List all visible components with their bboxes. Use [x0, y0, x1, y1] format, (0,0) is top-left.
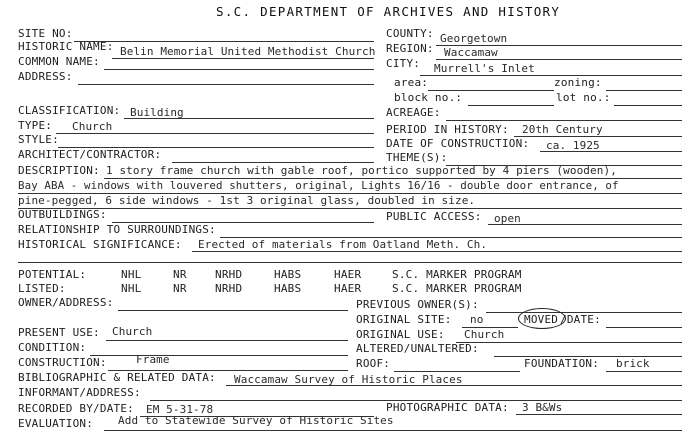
- county-value: Georgetown: [440, 32, 508, 45]
- owner-address-line: [118, 310, 348, 311]
- region-line: [436, 59, 682, 60]
- significance-label: HISTORICAL SIGNIFICANCE:: [18, 238, 182, 251]
- condition-line: [90, 355, 348, 356]
- construction-label: CONSTRUCTION:: [18, 356, 107, 369]
- significance-value: Erected of materials from Oatland Meth. Ch.: [198, 238, 488, 251]
- architect-line: [172, 162, 374, 163]
- bibliographic-value: Waccamaw Survey of Historic Places: [234, 373, 463, 386]
- description-label: DESCRIPTION:: [18, 164, 100, 177]
- photographic-line: [516, 414, 682, 415]
- classification-line: [124, 118, 374, 119]
- relationship-label: RELATIONSHIP TO SURROUNDINGS:: [18, 223, 216, 236]
- moved-label: MOVED: [524, 313, 559, 326]
- site-no-label: SITE NO:: [18, 27, 73, 40]
- city-label: CITY:: [386, 57, 421, 70]
- bibliographic-line: [226, 385, 682, 386]
- block-no-line: [468, 105, 554, 106]
- period-line: [514, 136, 682, 137]
- listed-haer: HAER: [334, 282, 362, 295]
- listed-habs: HABS: [274, 282, 302, 295]
- region-value: Waccamaw: [444, 46, 498, 59]
- significance-line: [192, 251, 682, 252]
- foundation-label: FOUNDATION:: [524, 357, 600, 370]
- listed-nhl: NHL: [121, 282, 142, 295]
- acreage-line: [446, 120, 682, 121]
- outbuildings-label: OUTBUILDINGS:: [18, 208, 107, 221]
- zoning-line: [606, 90, 682, 91]
- common-name-label: COMMON NAME:: [18, 55, 100, 68]
- evaluation-line: [104, 430, 682, 431]
- photographic-value: 3 B&Ws: [522, 401, 563, 414]
- period-value: 20th Century: [522, 123, 603, 136]
- evaluation-label: EVALUATION:: [18, 417, 94, 430]
- informant-label: INFORMANT/ADDRESS:: [18, 386, 141, 399]
- common-name-line: [104, 69, 374, 70]
- public-access-label: PUBLIC ACCESS:: [386, 210, 482, 223]
- date-construction-value: ca. 1925: [546, 139, 600, 152]
- historic-name-line: [112, 58, 374, 59]
- evaluation-value: Add to Statewide Survey of Historic Sites: [118, 414, 394, 427]
- classification-value: Building: [130, 106, 184, 119]
- area-label: area:: [394, 76, 429, 89]
- date-construction-line: [540, 151, 682, 152]
- historic-name-value: Belin Memorial United Methodist Church: [120, 45, 376, 58]
- description-rule-3: [18, 208, 682, 209]
- themes-label: THEME(S):: [386, 151, 448, 164]
- public-access-value: open: [494, 212, 521, 225]
- foundation-value: brick: [616, 357, 650, 370]
- significance-line-2: [18, 262, 682, 263]
- block-no-label: block no.:: [394, 91, 463, 104]
- county-label: COUNTY:: [386, 27, 434, 40]
- form-title: S.C. DEPARTMENT OF ARCHIVES AND HISTORY: [216, 4, 561, 19]
- style-label: STYLE:: [18, 133, 59, 146]
- owner-address-label: OWNER/ADDRESS:: [18, 296, 114, 309]
- lot-no-label: lot no.:: [556, 91, 611, 104]
- date-construction-label: DATE OF CONSTRUCTION:: [386, 137, 530, 150]
- site-no-line: [74, 41, 374, 42]
- type-line: [56, 133, 374, 134]
- condition-label: CONDITION:: [18, 341, 87, 354]
- listed-nrhd: NRHD: [215, 282, 243, 295]
- original-site-label: ORIGINAL SITE:: [356, 313, 452, 326]
- present-use-value: Church: [112, 325, 153, 338]
- moved-date-label: /DATE:: [560, 313, 601, 326]
- description-line-1: 1 story frame church with gable roof, portico supported by 4 piers (wooden),: [106, 164, 617, 177]
- city-line: [420, 75, 682, 76]
- region-label: REGION:: [386, 42, 434, 55]
- historic-name-label: HISTORIC NAME:: [18, 40, 114, 53]
- potential-nrhd: NRHD: [215, 268, 243, 281]
- original-site-value: no: [470, 313, 484, 326]
- potential-habs: HABS: [274, 268, 302, 281]
- city-value: Murrell's Inlet: [434, 62, 535, 75]
- address-label: ADDRESS:: [18, 70, 73, 83]
- period-label: PERIOD IN HISTORY:: [386, 123, 509, 136]
- potential-nhl: NHL: [121, 268, 142, 281]
- listed-marker: S.C. MARKER PROGRAM: [392, 282, 522, 295]
- classification-label: CLASSIFICATION:: [18, 104, 121, 117]
- original-use-label: ORIGINAL USE:: [356, 328, 445, 341]
- potential-haer: HAER: [334, 268, 362, 281]
- type-value: Church: [72, 120, 113, 133]
- type-label: TYPE:: [18, 119, 53, 132]
- roof-line: [394, 371, 520, 372]
- original-use-line: [456, 342, 682, 343]
- potential-label: POTENTIAL:: [18, 268, 87, 281]
- bibliographic-label: BIBLIOGRAPHIC & RELATED DATA:: [18, 371, 216, 384]
- construction-value: Frame: [136, 353, 170, 366]
- listed-nr: NR: [173, 282, 187, 295]
- address-line: [78, 84, 374, 85]
- photographic-label: PHOTOGRAPHIC DATA:: [386, 401, 509, 414]
- previous-owners-label: PREVIOUS OWNER(S):: [356, 298, 479, 311]
- moved-date-line: [606, 327, 682, 328]
- recorded-by-label: RECORDED BY/DATE:: [18, 402, 134, 415]
- altered-label: ALTERED/UNALTERED:: [356, 342, 479, 355]
- roof-label: ROOF:: [356, 357, 391, 370]
- public-access-line: [488, 224, 682, 225]
- recorded-by-value: EM 5-31-78: [146, 403, 214, 416]
- foundation-line: [606, 371, 682, 372]
- original-use-value: Church: [464, 328, 505, 341]
- present-use-label: PRESENT USE:: [18, 326, 100, 339]
- acreage-label: ACREAGE:: [386, 106, 441, 119]
- potential-marker: S.C. MARKER PROGRAM: [392, 268, 522, 281]
- description-line-3: pine-pegged, 6 side windows - 1st 3 original glass, doubled in size.: [18, 194, 476, 207]
- zoning-label: zoning:: [554, 76, 602, 89]
- lot-no-line: [614, 105, 682, 106]
- potential-nr: NR: [173, 268, 187, 281]
- architect-label: ARCHITECT/CONTRACTOR:: [18, 148, 162, 161]
- description-line-2: Bay ABA - windows with louvered shutters, original, Lights 16/16 - double door entrance, of: [18, 179, 619, 192]
- present-use-line: [106, 340, 348, 341]
- listed-label: LISTED:: [18, 282, 66, 295]
